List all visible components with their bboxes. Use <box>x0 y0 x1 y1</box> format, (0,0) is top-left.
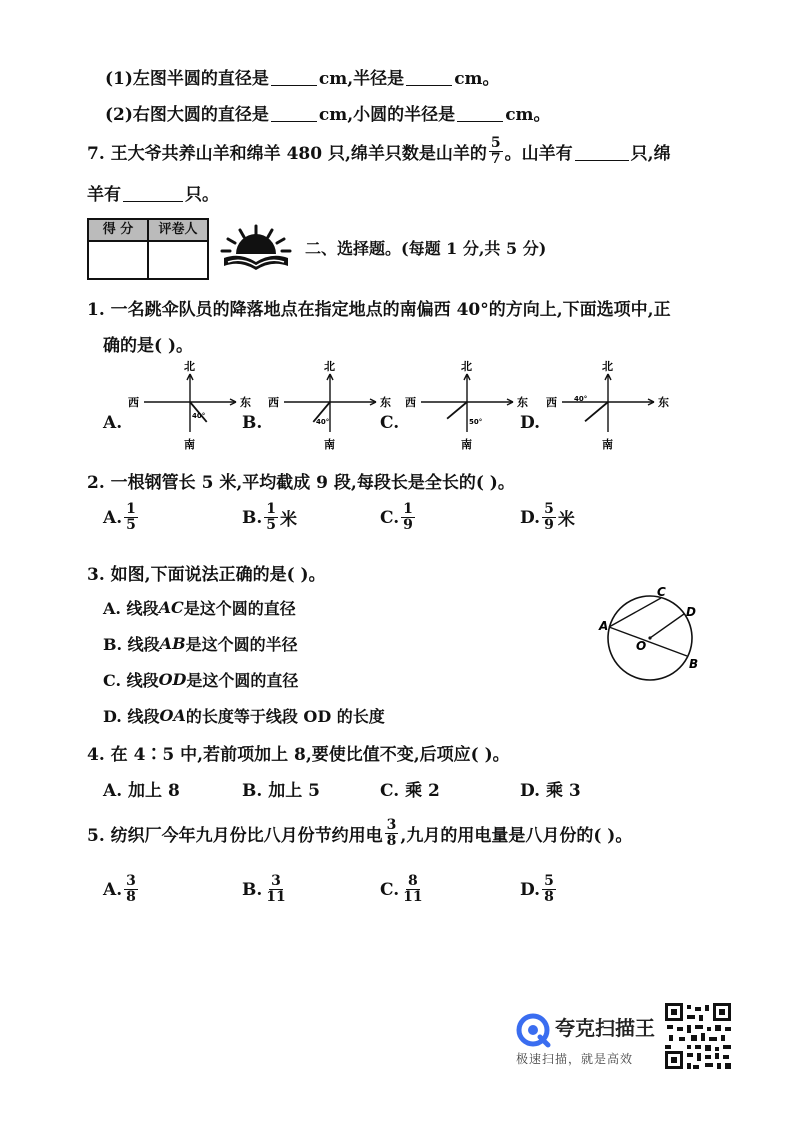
q7-blank2[interactable] <box>123 184 183 202</box>
angle-label: 40° <box>192 412 206 420</box>
q2-option-fraction-den: 5 <box>266 517 277 533</box>
q2-option-fraction-den: 5 <box>126 517 136 533</box>
q2-option-d[interactable] <box>520 502 575 533</box>
q3-option-pre: A. 线段 <box>103 599 159 618</box>
q3-option-d[interactable] <box>103 704 385 727</box>
west-label: 西 <box>405 396 417 409</box>
point-c-label: C <box>657 585 666 599</box>
q1-option-label: C. <box>380 413 400 433</box>
q7-blank1[interactable] <box>575 143 629 161</box>
south-label: 南 <box>184 438 196 451</box>
q2-option-fraction <box>401 502 415 533</box>
q2-option-fraction-num: 1 <box>126 501 136 517</box>
q6-sub2 <box>105 100 551 125</box>
q5-option-label: D. <box>520 879 541 900</box>
q7-frac-num: 5 <box>490 135 501 151</box>
north-label: 北 <box>184 360 196 373</box>
q2-stem-text: 2. 一根钢管长 5 米,平均截成 9 段,每段长是全长的( )。 <box>87 473 515 493</box>
q3-option-segment: OD <box>158 670 187 689</box>
q5-option-fraction-den: 11 <box>266 889 286 905</box>
q4-option-d[interactable]: D. 乘 3 <box>520 781 581 801</box>
q3-option-segment: AC <box>158 598 184 617</box>
q1-stem-end: 确的是( )。 <box>103 336 194 356</box>
point-a-label: A <box>599 619 609 633</box>
q5-option-fraction <box>401 874 424 905</box>
q7-fraction <box>489 136 503 167</box>
point-o-label: O <box>636 639 647 653</box>
east-label: 东 <box>240 396 252 409</box>
q1-option-label: A. <box>103 413 123 433</box>
section2-title-text: 二、选择题。(每题 1 分,共 5 分) <box>305 239 547 258</box>
q2-option-label: C. <box>380 507 400 528</box>
q3-option-segment: AB <box>159 634 186 653</box>
q4-option-b[interactable]: B. 加上 5 <box>242 781 320 801</box>
south-label: 南 <box>461 438 473 451</box>
q2-option-label: D. <box>520 507 541 528</box>
q2-option-unit: 米 <box>280 510 298 530</box>
q3-stem-text: 3. 如图,下面说法正确的是( )。 <box>87 565 326 585</box>
q5-option-label: B. <box>242 879 263 900</box>
q6-sub1-blank2[interactable] <box>406 68 452 86</box>
q2-option-b[interactable] <box>242 502 297 533</box>
north-label: 北 <box>461 360 473 373</box>
angle-label: 40° <box>574 395 588 403</box>
q3-option-pre: B. 线段 <box>103 635 160 654</box>
q3-option-pre: C. 线段 <box>103 671 159 690</box>
q2-option-c[interactable] <box>380 502 417 533</box>
q5-option-fraction-den: 11 <box>403 889 423 905</box>
q5-frac-num: 3 <box>386 817 397 833</box>
south-label: 南 <box>602 438 614 451</box>
q5-option-fraction-den: 8 <box>544 889 554 905</box>
q5-frac-den: 8 <box>386 833 397 849</box>
west-label: 西 <box>128 396 140 409</box>
score-table <box>87 218 209 280</box>
q5-option-fraction-num: 3 <box>271 873 281 889</box>
q2-option-fraction <box>124 502 138 533</box>
point-b-label: B <box>689 657 699 671</box>
q3-stem <box>87 560 326 585</box>
q6-sub2-blank1[interactable] <box>271 104 317 122</box>
q2-option-fraction <box>264 502 278 533</box>
q4-option-c[interactable]: C. 乘 2 <box>380 781 440 801</box>
q7-frac-den: 7 <box>490 151 501 167</box>
q6-sub1-blank1[interactable] <box>271 68 317 86</box>
grader-header: 评卷人 <box>147 220 207 240</box>
angle-label: 50° <box>469 418 483 426</box>
q4-option-a[interactable]: A. 加上 8 <box>103 781 180 801</box>
q5-option-label: A. <box>103 879 123 900</box>
q5-option-c[interactable] <box>380 874 427 905</box>
east-label: 东 <box>380 396 392 409</box>
q5-option-fraction-num: 5 <box>544 873 554 889</box>
q2-option-fraction-num: 5 <box>544 501 554 517</box>
q5-option-label: C. <box>380 879 400 900</box>
q7-line1 <box>87 136 671 167</box>
q4-stem-text: 4. 在 4∶5 中,若前项加上 8,要使比值不变,后项应( )。 <box>87 745 510 765</box>
score-cell[interactable] <box>89 242 147 278</box>
q5-option-b[interactable] <box>242 874 290 905</box>
compass-diagram <box>399 360 529 454</box>
q1-option-label: D. <box>520 413 541 433</box>
q5-fraction <box>385 818 399 849</box>
q5-option-d[interactable] <box>520 874 558 905</box>
q1-option-b[interactable] <box>242 360 392 454</box>
q1-option-a[interactable] <box>103 360 252 454</box>
q7-text: 7. 王大爷共养山羊和绵羊 480 只,绵羊只数是山羊的 <box>87 144 487 164</box>
q2-stem <box>87 468 515 493</box>
west-label: 西 <box>546 396 558 409</box>
q5-option-fraction <box>124 874 138 905</box>
q3-option-c[interactable] <box>103 668 298 691</box>
north-label: 北 <box>602 360 614 373</box>
compass-diagram <box>262 360 392 454</box>
q5-stem <box>87 818 632 849</box>
q5-option-fraction <box>264 874 287 905</box>
q6-sub2-blank2[interactable] <box>457 104 503 122</box>
point-d-label: D <box>686 605 696 619</box>
q3-option-segment: OA <box>159 706 186 725</box>
q1-stem: 1. 一名跳伞队员的降落地点在指定地点的南偏西 40°的方向上,下面选项中,正 <box>87 300 671 320</box>
q1-option-label: B. <box>242 413 263 433</box>
q6-sub1-mid: cm,半径是 <box>318 69 405 89</box>
q5-stem-post: ,九月的用电量是八月份的( )。 <box>400 826 633 846</box>
q6-sub2-post: cm。 <box>505 105 551 125</box>
compass-diagram <box>540 360 670 454</box>
west-label: 西 <box>268 396 280 409</box>
q5-option-fraction-num: 8 <box>408 873 418 889</box>
q7-line2 <box>87 180 219 205</box>
watermark-slogan: 极速扫描，就是高效 <box>516 1052 634 1066</box>
qr-code-icon[interactable] <box>665 1003 731 1069</box>
q2-option-label: A. <box>103 507 123 528</box>
q5-option-fraction-num: 3 <box>126 873 136 889</box>
q6-sub1-pre: (1)左图半圆的直径是 <box>105 69 269 89</box>
q7-line2-pre: 羊有 <box>87 185 121 205</box>
q1-line1 <box>87 295 671 320</box>
q6-sub2-mid: cm,小圆的半径是 <box>318 105 456 125</box>
q5-stem-pre: 5. 纺织厂今年九月份比八月份节约用电 <box>87 826 383 846</box>
q7-line2-post: 只。 <box>185 185 219 205</box>
q6-sub1-post: cm。 <box>454 69 500 89</box>
q3-option-b[interactable] <box>103 632 298 655</box>
q5-option-a[interactable] <box>103 874 140 905</box>
q4-stem <box>87 740 510 765</box>
q2-option-fraction-num: 1 <box>403 501 413 517</box>
q2-option-a[interactable] <box>103 502 140 533</box>
q6-sub2-pre: (2)右图大圆的直径是 <box>105 105 269 125</box>
q2-option-fraction-num: 1 <box>266 501 277 517</box>
section2-title <box>305 236 546 259</box>
q5-option-fraction-den: 8 <box>126 889 136 905</box>
sunrise-book-icon <box>218 222 294 274</box>
q3-option-a[interactable] <box>103 596 296 619</box>
q2-option-fraction <box>542 502 556 533</box>
q3-option-post: 是这个圆的半径 <box>185 635 298 654</box>
scanner-logo-icon <box>516 1013 550 1047</box>
east-label: 东 <box>517 396 529 409</box>
q1-option-c[interactable] <box>380 360 529 454</box>
q5-option-fraction <box>542 874 556 905</box>
grader-cell[interactable] <box>147 242 207 278</box>
q2-option-label: B. <box>242 507 263 528</box>
south-label: 南 <box>324 438 336 451</box>
q3-option-post: 是这个圆的直径 <box>183 599 296 618</box>
circle-diagram <box>595 585 705 688</box>
q1-option-d[interactable] <box>520 360 670 454</box>
q2-option-fraction-den: 9 <box>544 517 554 533</box>
north-label: 北 <box>324 360 336 373</box>
q1-line2 <box>103 331 193 356</box>
q3-option-post: 的长度等于线段 OD 的长度 <box>185 707 385 726</box>
q7-post: 只,绵 <box>630 144 671 164</box>
q2-option-fraction-den: 9 <box>403 517 413 533</box>
angle-label: 40° <box>316 418 330 426</box>
watermark-name: 夸克扫描王 <box>555 1016 655 1040</box>
score-header: 得 分 <box>102 222 134 237</box>
q3-option-pre: D. 线段 <box>103 707 160 726</box>
compass-diagram <box>122 360 252 454</box>
east-label: 东 <box>658 396 670 409</box>
q6-sub1 <box>105 64 500 89</box>
q3-option-post: 是这个圆的直径 <box>186 671 299 690</box>
q2-option-unit: 米 <box>557 510 575 530</box>
q7-mid: 。山羊有 <box>504 144 573 164</box>
